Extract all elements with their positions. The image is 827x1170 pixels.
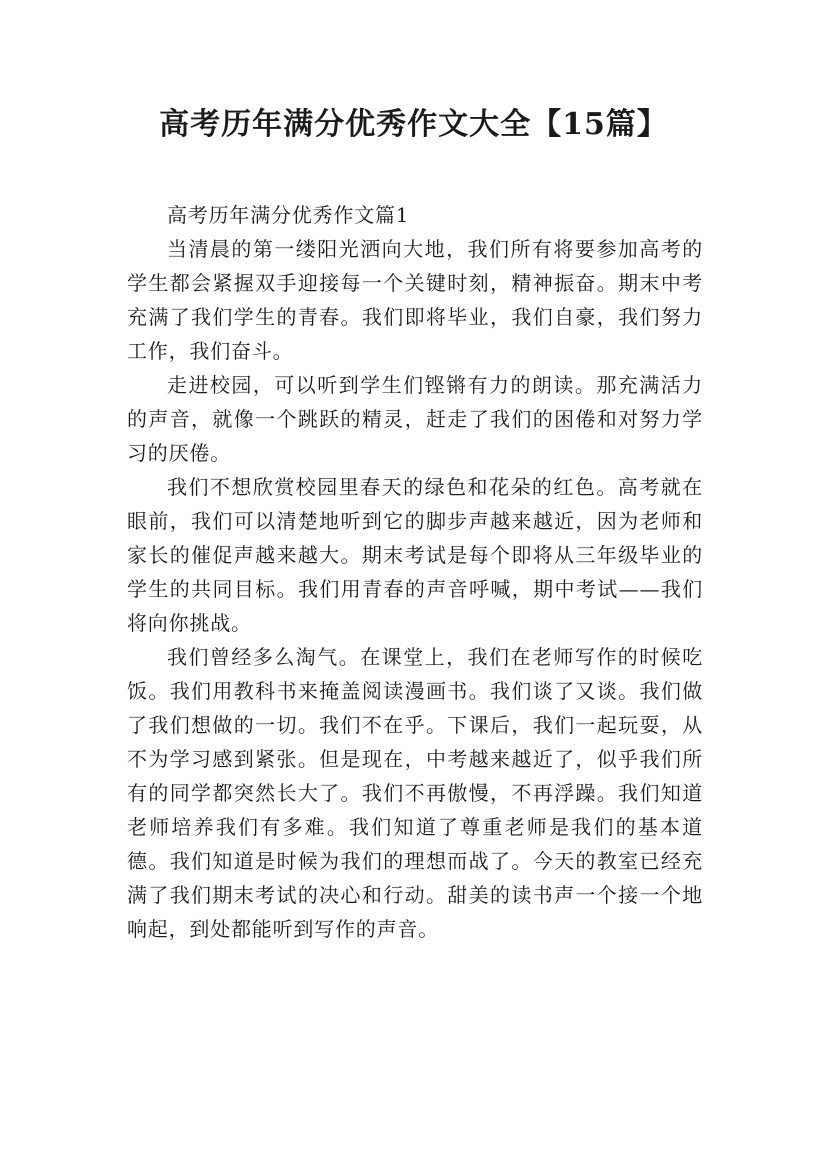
document-body (127, 198, 703, 946)
paragraph-4: 我们曾经多么淘气。在课堂上，我们在老师写作的时候吃饭。我们用教科书来掩盖阅读漫画书。我们谈了又谈。我们做了我们想做的一切。我们不在乎。下课后，我们一起玩耍，从不为学习感到紧张。但是现在，中考越来越近了，似乎我们所有的同学都突然长大了。我们不再傲慢，不再浮躁。我们知道老师培养我们有多难。我们知道了尊重老师是我们的基本道德。我们知道是时候为我们的理想而战了。今天的教室已经充满了我们期末考试的决心和行动。甜美的读书声一个接一个地响起，到处都能听到写作的声音。 (127, 645, 703, 941)
document-title: 高考历年满分优秀作文大全【15篇】 (159, 107, 668, 142)
paragraph-3: 我们不想欣赏校园里春天的绿色和花朵的红色。高考就在眼前，我们可以清楚地听到它的脚步声越来越近，因为老师和家长的催促声越来越大。期末考试是每个即将从三年级毕业的学生的共同目标。我们用青春的声音呼喊，期中考试——我们将向你挑战。 (127, 475, 703, 635)
paragraph-1: 当清晨的第一缕阳光洒向大地，我们所有将要参加高考的学生都会紧握双手迎接每一个关键时刻，精神振奋。期末中考充满了我们学生的青春。我们即将毕业，我们自豪，我们努力工作，我们奋斗。 (127, 237, 703, 363)
section-heading: 高考历年满分优秀作文篇1 (167, 203, 410, 227)
paragraph-2: 走进校园，可以听到学生们铿锵有力的朗读。那充满活力的声音，就像一个跳跃的精灵，赶走了我们的困倦和对努力学习的厌倦。 (127, 373, 703, 465)
